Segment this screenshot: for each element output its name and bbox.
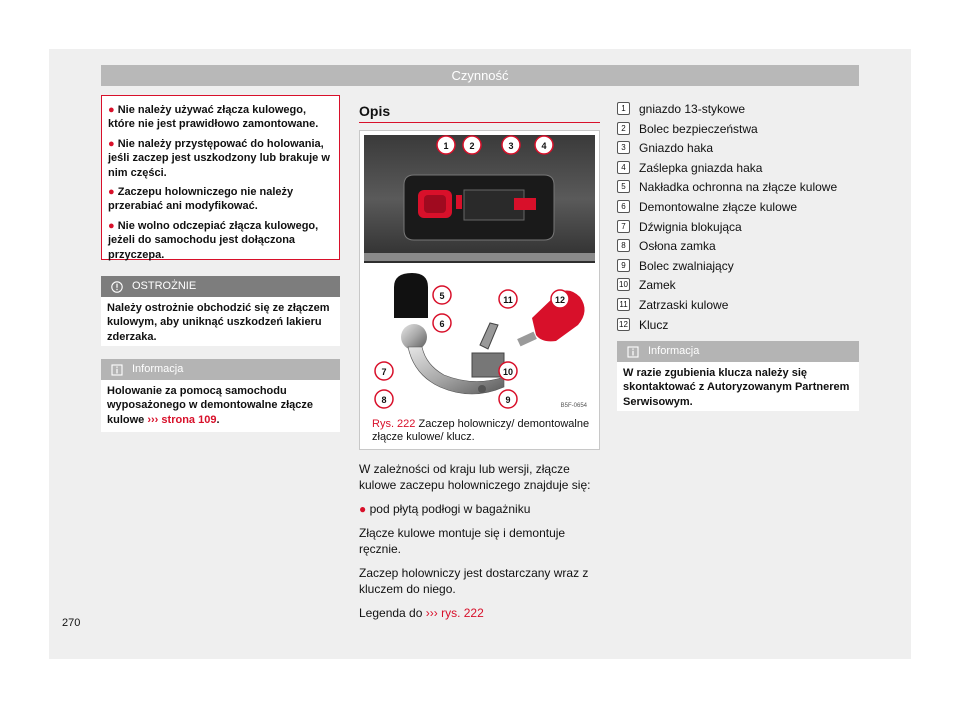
figure-label: 8 bbox=[381, 395, 387, 405]
figure-caption-label: Rys. 222 bbox=[372, 418, 416, 430]
tow-hook-illustration bbox=[364, 135, 595, 412]
warning-item: ● Nie należy przystępować do holowania, jeśli zaczep jest uszkodzony lub brakuje w nim części. bbox=[108, 137, 330, 179]
section-divider bbox=[359, 122, 600, 123]
figure-label: 9 bbox=[505, 395, 511, 405]
cross-ref-arrow: ››› bbox=[425, 606, 438, 620]
figure-label: 3 bbox=[508, 141, 514, 151]
figure-box bbox=[359, 130, 600, 450]
bullet-icon: ● bbox=[108, 104, 115, 116]
info-title: Informacja bbox=[132, 363, 184, 375]
figure-label: 10 bbox=[502, 367, 514, 377]
legend-item: 7 Dźwignia blokująca bbox=[617, 219, 862, 239]
legend-item: 3 Gniazdo haka bbox=[617, 140, 862, 160]
warning-item: ● Zaczepu holowniczego nie należy przerabiać ani modyfikować. bbox=[108, 186, 294, 213]
figure-label: 2 bbox=[469, 141, 475, 151]
cross-ref-arrow: ››› bbox=[147, 413, 159, 426]
caution-box bbox=[101, 276, 340, 346]
bullet-icon: ● bbox=[359, 502, 367, 516]
legend-number: 3 bbox=[617, 141, 630, 154]
page-header: Czynność bbox=[101, 65, 859, 86]
legend-number: 2 bbox=[617, 122, 630, 135]
legend-number: 8 bbox=[617, 239, 630, 252]
page-number: 270 bbox=[62, 617, 81, 629]
legend-item: 12 Klucz bbox=[617, 317, 862, 337]
paragraph: Złącze kulowe montuje się i demontuje ręcznie. bbox=[359, 526, 566, 556]
page-link[interactable]: strona 109 bbox=[161, 413, 217, 426]
legend-number: 9 bbox=[617, 259, 630, 272]
legend-number: 1 bbox=[617, 102, 630, 115]
figure-label: 12 bbox=[554, 295, 566, 305]
info-title: Informacja bbox=[648, 345, 700, 357]
legend-item: 6 Demontowalne złącze kulowe bbox=[617, 199, 862, 219]
legend-item: 11 Zatrzaski kulowe bbox=[617, 297, 862, 317]
info-header bbox=[101, 359, 340, 380]
figure-label: 1 bbox=[443, 141, 449, 151]
bullet-icon: ● bbox=[108, 137, 115, 150]
legend-number: 5 bbox=[617, 180, 630, 193]
section-title: Opis bbox=[359, 103, 391, 119]
warning-box bbox=[101, 95, 340, 260]
figure-label: 5 bbox=[439, 291, 445, 301]
legend-number: 7 bbox=[617, 220, 630, 233]
info-text: Holowanie za pomocą samochodu wyposażonego w demontowalne złącze kulowe ››› strona 109. bbox=[107, 385, 313, 426]
info-icon bbox=[627, 345, 639, 366]
caution-text: Należy ostrożnie obchodzić się ze złączem kulowym, aby uniknąć uszkodzeń lakieru zderzaka. bbox=[107, 302, 330, 343]
legend-number: 6 bbox=[617, 200, 630, 213]
figure-label: 7 bbox=[381, 367, 387, 377]
legend-number: 11 bbox=[617, 298, 630, 311]
legend-item: 1 gniazdo 13-stykowe bbox=[617, 101, 862, 121]
legend-reference: Legenda do ››› rys. 222 bbox=[359, 606, 484, 620]
warning-item: ● Nie wolno odczepiać złącza kulowego, jeżeli do samochodu jest dołączona przyczepa. bbox=[108, 219, 319, 261]
warning-item: ● Nie należy używać złącza kulowego, które nie jest prawidłowo zamontowane. bbox=[108, 104, 319, 131]
bullet-icon: ● bbox=[108, 186, 115, 199]
bullet-icon: ● bbox=[108, 219, 115, 232]
caution-icon bbox=[111, 280, 123, 301]
figure-code: B5F-0654 bbox=[560, 403, 587, 409]
figure-label: 6 bbox=[439, 319, 445, 329]
caution-title: OSTROŻNIE bbox=[132, 280, 197, 292]
legend-number: 12 bbox=[617, 318, 630, 331]
figure-label: 4 bbox=[541, 141, 547, 151]
figure-caption-text: Zaczep holowniczy/ demontowalne złącze kulowe/ klucz. bbox=[372, 418, 590, 443]
bullet-item: ● pod płytą podłogi w bagażniku bbox=[359, 502, 531, 516]
legend-number: 10 bbox=[617, 278, 630, 291]
legend-item: 2 Bolec bezpieczeństwa bbox=[617, 121, 862, 141]
paragraph: W zależności od kraju lub wersji, złącze kulowe zaczepu holowniczego znajduje się: bbox=[359, 462, 591, 492]
info-header bbox=[617, 341, 859, 362]
description-text bbox=[359, 461, 604, 629]
figure-link[interactable]: rys. 222 bbox=[441, 606, 484, 620]
figure-caption bbox=[372, 418, 590, 444]
legend-number: 4 bbox=[617, 161, 630, 174]
info-text: W razie zgubienia klucza należy się skontaktować z Autoryzowanym Partnerem Serwisowym. bbox=[623, 367, 850, 408]
info-box bbox=[101, 359, 340, 432]
legend-item: 10 Zamek bbox=[617, 277, 862, 297]
legend-item: 4 Zaślepka gniazda haka bbox=[617, 160, 862, 180]
info-box bbox=[617, 341, 859, 411]
legend-item: 9 Bolec zwalniający bbox=[617, 258, 862, 278]
caution-header bbox=[101, 276, 340, 297]
legend-item: 5 Nakładka ochronna na złącze kulowe bbox=[617, 179, 862, 199]
info-icon bbox=[111, 363, 123, 384]
paragraph: Zaczep holowniczy jest dostarczany wraz z kluczem do niego. bbox=[359, 566, 589, 596]
legend-item: 8 Osłona zamka bbox=[617, 238, 862, 258]
legend-list bbox=[617, 101, 862, 336]
figure-label: 11 bbox=[503, 295, 513, 305]
